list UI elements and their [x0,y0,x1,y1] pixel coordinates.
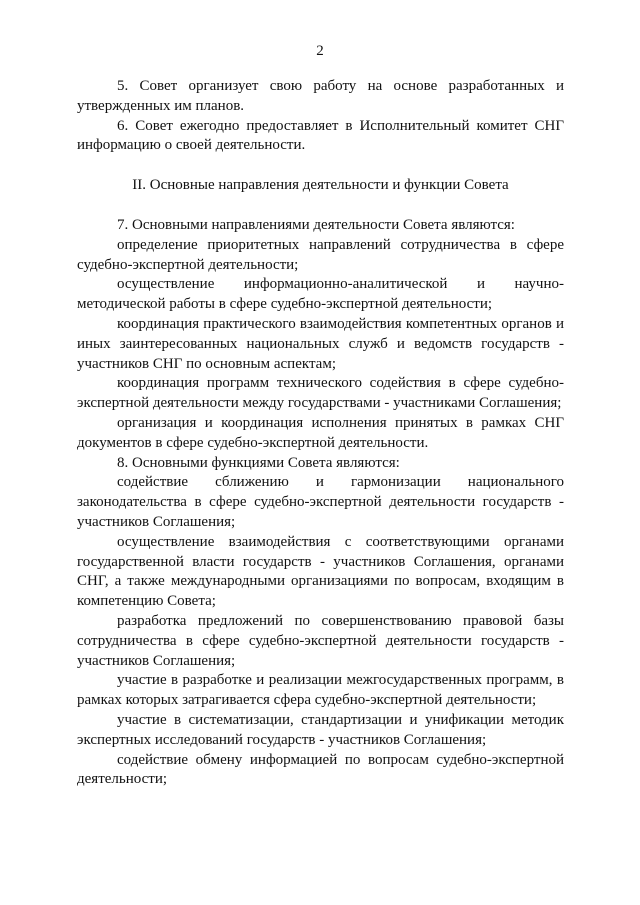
list-item: определение приоритетных направлений сотрудничества в сфере судебно-экспертной деятельности; [77,236,564,273]
page-number: 2 [316,43,324,59]
list-item: осуществление информационно-аналитической и научно-методической работы в сфере судебно-экспертной деятельности; [77,276,564,313]
paragraph-7: 7. Основными направлениями деятельности Совета являются: [117,216,515,233]
list-item: содействие обмену информацией по вопросам судебно-экспертной деятельности; [77,751,564,788]
paragraph-8: 8. Основными функциями Совета являются: [117,454,400,471]
list-item: координация программ технического содействия в сфере судебно-экспертной деятельности между государствами - участниками Соглашения; [77,375,564,412]
list-item: организация и координация исполнения принятых в рамках СНГ документов в сфере судебно-экспертной деятельности. [77,414,564,451]
paragraph-6: 6. Совет ежегодно предоставляет в Исполнительный комитет СНГ информацию о своей деятельности. [77,117,564,154]
list-item: участие в разработке и реализации межгосударственных программ, в рамках которых затрагивается сфера судебно-экспертной деятельности; [77,672,564,709]
list-item: участие в систематизации, стандартизации и унификации методик экспертных исследований государств - участников Соглашения; [77,711,564,748]
section-heading: II. Основные направления деятельности и функции Совета [132,177,509,194]
list-item: разработка предложений по совершенствованию правовой базы сотрудничества в сфере судебно-экспертной деятельности государств - участников Соглашения; [77,612,564,669]
list-item: координация практического взаимодействия компетентных органов и иных заинтересованных национальных служб и ведомств государств - участников СНГ по основным аспектам; [77,315,564,372]
list-item: содействие сближению и гармонизации национального законодательства в сфере судебно-экспертной деятельности государств - участников Соглашения; [77,474,564,530]
document-body [77,77,564,790]
list-item: осуществление взаимодействия с соответствующими органами государственной власти государств - участников Соглашения, органами СНГ, а также международными организациями по вопросам, входящим в компетенцию Совета; [77,533,564,610]
paragraph-5: 5. Совет организует свою работу на основе разработанных и утвержденных им планов. [77,78,564,114]
